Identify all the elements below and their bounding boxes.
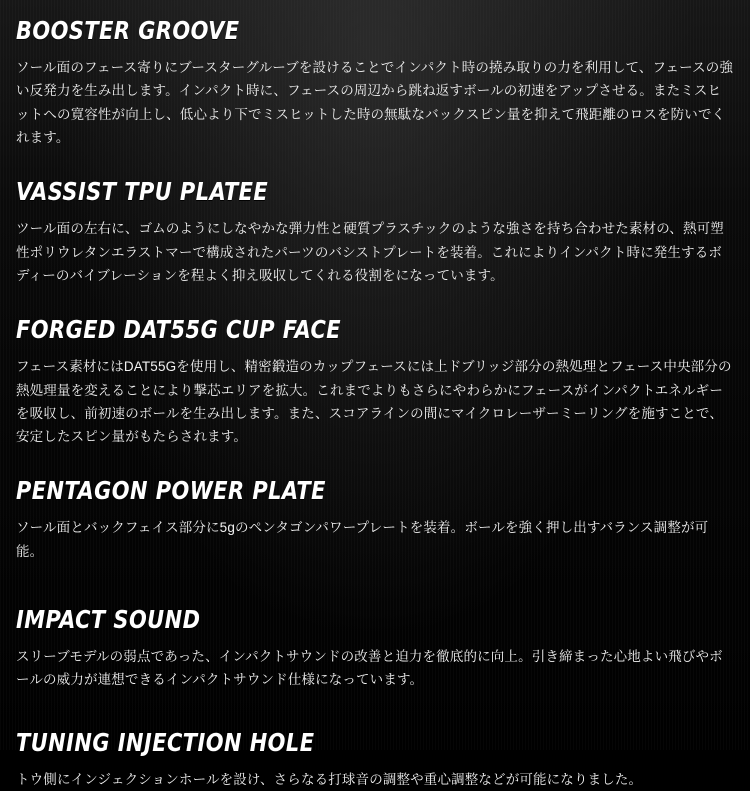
- section-body-booster-groove: ソール面のフェース寄りにブースターグルーブを設けることでインパクト時の撓み取りの力を利用して、フェースの強い反発力を生み出します。インパクト時に、フェースの周辺から跳ね返すボールの初速をアップさせる。またミスヒットへの寛容性が向上し、低心より下でミスヒットした時の無駄なバックスピン量を抑えて飛距離のロスを防いでくれます。: [16, 60, 734, 145]
- feature-section-booster-groove: [16, 18, 734, 149]
- section-body-impact-sound: スリーブモデルの弱点であった、インパクトサウンドの改善と迫力を徹底的に向上。引き締まった心地よい飛びやボールの威力が連想できるインパクトサウンド仕様になっています。: [16, 649, 723, 688]
- section-body-vassist-tpu-plate: ツール面の左右に、ゴムのようにしなやかな弾力性と硬質プラスチックのような強さを持ち合わせた素材の、熱可塑性ポリウレタンエラストマーで構成されたパーツのバシストプレートを装着。これによりインパクト時に発生するボディーのバイブレーションを程よく抑え吸収してくれる役割をになっています。: [16, 221, 724, 283]
- feature-section-impact-sound: [16, 604, 734, 692]
- feature-section-tuning-injection-hole: [16, 727, 734, 791]
- section-body-tuning-injection-hole: トウ側にインジェクションホールを設け、さらなる打球音の調整や重心調整などが可能になりました。: [16, 771, 643, 787]
- section-body-forged-dat55g-cup-face: フェース素材にはDAT55Gを使用し、精密鍛造のカップフェースには上ドブリッジ部分の熱処理とフェース中央部分の熱処理量を変えることにより撃芯エリアを拡大。これまでよりもさらにやわらかにフェースがインパクトエネルギーを吸収し、前初速のボールを生み出します。また、スコアラインの間にマイクロレーザーミーリングを施すことで、安定したスピン量がもたらされます。: [16, 359, 732, 444]
- feature-section-pentagon-power-plate: [16, 478, 734, 563]
- section-heading-vassist-tpu-plate: VASSIST TPU PLATEE: [16, 177, 269, 207]
- section-body-pentagon-power-plate: ソール面とバックフェイス部分に5gのペンタゴンパワープレートを装着。ボールを強く押し出すバランス調整が可能。: [16, 520, 709, 559]
- feature-section-forged-dat55g-cup-face: [16, 317, 734, 448]
- section-heading-pentagon-power-plate: PENTAGON POWER PLATE: [16, 476, 326, 506]
- section-heading-impact-sound: IMPACT SOUND: [16, 604, 201, 634]
- section-heading-booster-groove: BOOSTER GROOVE: [16, 16, 240, 45]
- section-heading-forged-dat55g-cup-face: FORGED DAT55G CUP FACE: [16, 315, 342, 345]
- section-heading-tuning-injection-hole: TUNING INJECTION HOLE: [16, 727, 315, 757]
- feature-section-vassist-tpu-plate: [16, 179, 734, 287]
